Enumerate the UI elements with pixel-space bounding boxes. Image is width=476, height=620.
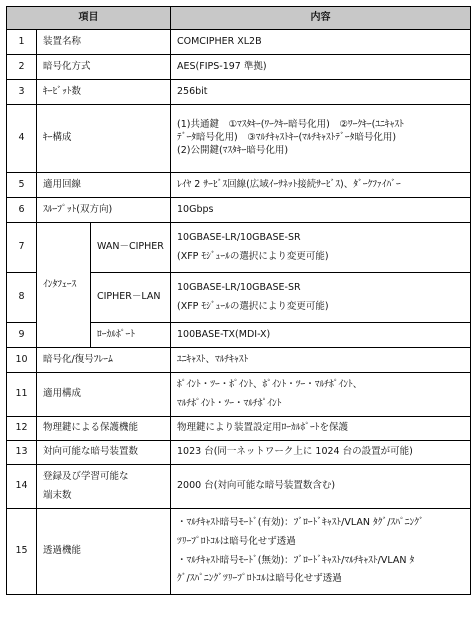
row-item: 適用構成 [37, 373, 171, 417]
row-item: 適用回線 [37, 173, 171, 198]
content-line: (XFP ﾓｼﾞｭｰﾙの選択により変更可能) [177, 300, 329, 312]
row-subitem: WAN－CIPHER [91, 223, 171, 273]
row-number: 7 [7, 223, 37, 273]
row-number: 11 [7, 373, 37, 417]
table-row [7, 417, 471, 441]
table-row [7, 30, 471, 55]
row-number: 12 [7, 417, 37, 441]
header-content: 内容 [171, 7, 471, 30]
row-number: 4 [7, 105, 37, 173]
row-subitem: CIPHER－LAN [91, 273, 171, 323]
table-row [7, 105, 471, 173]
row-content: 2000 台(対向可能な暗号装置数含む) [171, 465, 471, 509]
content-line: ・ﾏﾙﾁｷｬｽﾄ暗号ﾓｰﾄﾞ(無効)：ﾌﾞﾛｰﾄﾞｷｬｽﾄ/ﾏﾙﾁｷｬｽﾄ/VLAN ﾀ [177, 554, 415, 566]
row-content [171, 373, 471, 417]
row-content [171, 273, 471, 323]
content-line: ﾎﾟｲﾝﾄ・ﾂｰ・ﾎﾟｲﾝﾄ、ﾎﾟｲﾝﾄ・ﾂｰ・ﾏﾙﾁﾎﾟｲﾝﾄ、 [177, 378, 363, 390]
item-line: 登録及び学習可能な [43, 470, 129, 482]
row-item: 装置名称 [37, 30, 171, 55]
row-content [171, 509, 471, 595]
content-line: 10GBASE-LR/10GBASE-SR [177, 281, 301, 293]
row-item [37, 465, 171, 509]
row-number: 13 [7, 441, 37, 465]
row-item: 物理鍵による保護機能 [37, 417, 171, 441]
row-content: ﾚｲﾔ 2 ｻｰﾋﾞｽ回線(広域ｲｰｻﾈｯﾄ接続ｻｰﾋﾞｽ)、ﾀﾞｰｸﾌｧｲﾊﾞｰ [171, 173, 471, 198]
row-content [171, 223, 471, 273]
row-number: 14 [7, 465, 37, 509]
row-item: ｷｰﾋﾞｯﾄ数 [37, 80, 171, 105]
table-row [7, 223, 471, 273]
table-row [7, 55, 471, 80]
row-subitem: ﾛｰｶﾙﾎﾟｰﾄ [91, 323, 171, 348]
row-number: 8 [7, 273, 37, 323]
row-content: 1023 台(同一ネットワーク上に 1024 台の設置が可能) [171, 441, 471, 465]
row-item: 対向可能な暗号装置数 [37, 441, 171, 465]
row-content: 10Gbps [171, 198, 471, 223]
row-content [171, 105, 471, 173]
row-number: 2 [7, 55, 37, 80]
table-row [7, 373, 471, 417]
row-number: 9 [7, 323, 37, 348]
content-line: 10GBASE-LR/10GBASE-SR [177, 231, 301, 243]
table-row [7, 465, 471, 509]
row-content: 物理鍵により装置設定用ﾛｰｶﾙﾎﾟｰﾄを保護 [171, 417, 471, 441]
content-line: (XFP ﾓｼﾞｭｰﾙの選択により変更可能) [177, 250, 329, 262]
row-item: 暗号化方式 [37, 55, 171, 80]
table-header-row [7, 7, 471, 30]
row-number: 15 [7, 509, 37, 595]
row-item: ｽﾙｰﾌﾟｯﾄ(双方向) [37, 198, 171, 223]
content-line: ・ﾏﾙﾁｷｬｽﾄ暗号ﾓｰﾄﾞ(有効)：ﾌﾞﾛｰﾄﾞｷｬｽﾄ/VLAN ﾀｸﾞ/ｽﾊﾟﾆﾝｸﾞ [177, 516, 424, 528]
item-line: 端末数 [43, 489, 72, 501]
content-line: ﾂﾘｰﾌﾟﾛﾄｺﾙは暗号化せず透過 [177, 535, 296, 547]
content-line: ﾏﾙﾁﾎﾟｲﾝﾄ・ﾂｰ・ﾏﾙﾁﾎﾟｲﾝﾄ [177, 397, 282, 409]
header-item: 項目 [7, 7, 171, 30]
row-number: 1 [7, 30, 37, 55]
table-row [7, 348, 471, 373]
row-item: ｷｰ構成 [37, 105, 171, 173]
table-row [7, 509, 471, 595]
row-content: 256bit [171, 80, 471, 105]
row-content: COMCIPHER XL2B [171, 30, 471, 55]
row-item: 透過機能 [37, 509, 171, 595]
row-number: 5 [7, 173, 37, 198]
row-number: 3 [7, 80, 37, 105]
content-line: ｸﾞ/ｽﾊﾟﾆﾝｸﾞﾂﾘｰﾌﾟﾛﾄｺﾙは暗号化せず透過 [177, 573, 342, 585]
content-line: ﾃﾞｰﾀ暗号化用) ③ﾏﾙﾁｷｬｽﾄｷｰ(ﾏﾙﾁｷｬｽﾄﾃﾞｰﾀ暗号化用) [177, 132, 397, 144]
content-line: (2)公開鍵(ﾏｽﾀｷｰ暗号化用) [177, 144, 289, 156]
interface-group-label: ｲﾝﾀﾌｪｰｽ [37, 223, 91, 348]
table-row [7, 173, 471, 198]
spec-table [6, 6, 471, 595]
row-number: 10 [7, 348, 37, 373]
row-item: 暗号化/復号ﾌﾚｰﾑ [37, 348, 171, 373]
row-number: 6 [7, 198, 37, 223]
table-row [7, 80, 471, 105]
content-line: (1)共通鍵 ①ﾏｽﾀｷｰ(ﾜｰｸｷｰ暗号化用) ②ﾜｰｸｷｰ(ﾕﾆｷｬｽﾄ [177, 119, 404, 131]
row-content: AES(FIPS-197 準拠) [171, 55, 471, 80]
table-row [7, 198, 471, 223]
table-row [7, 441, 471, 465]
row-content: 100BASE-TX(MDI-X) [171, 323, 471, 348]
row-content: ﾕﾆｷｬｽﾄ、ﾏﾙﾁｷｬｽﾄ [171, 348, 471, 373]
